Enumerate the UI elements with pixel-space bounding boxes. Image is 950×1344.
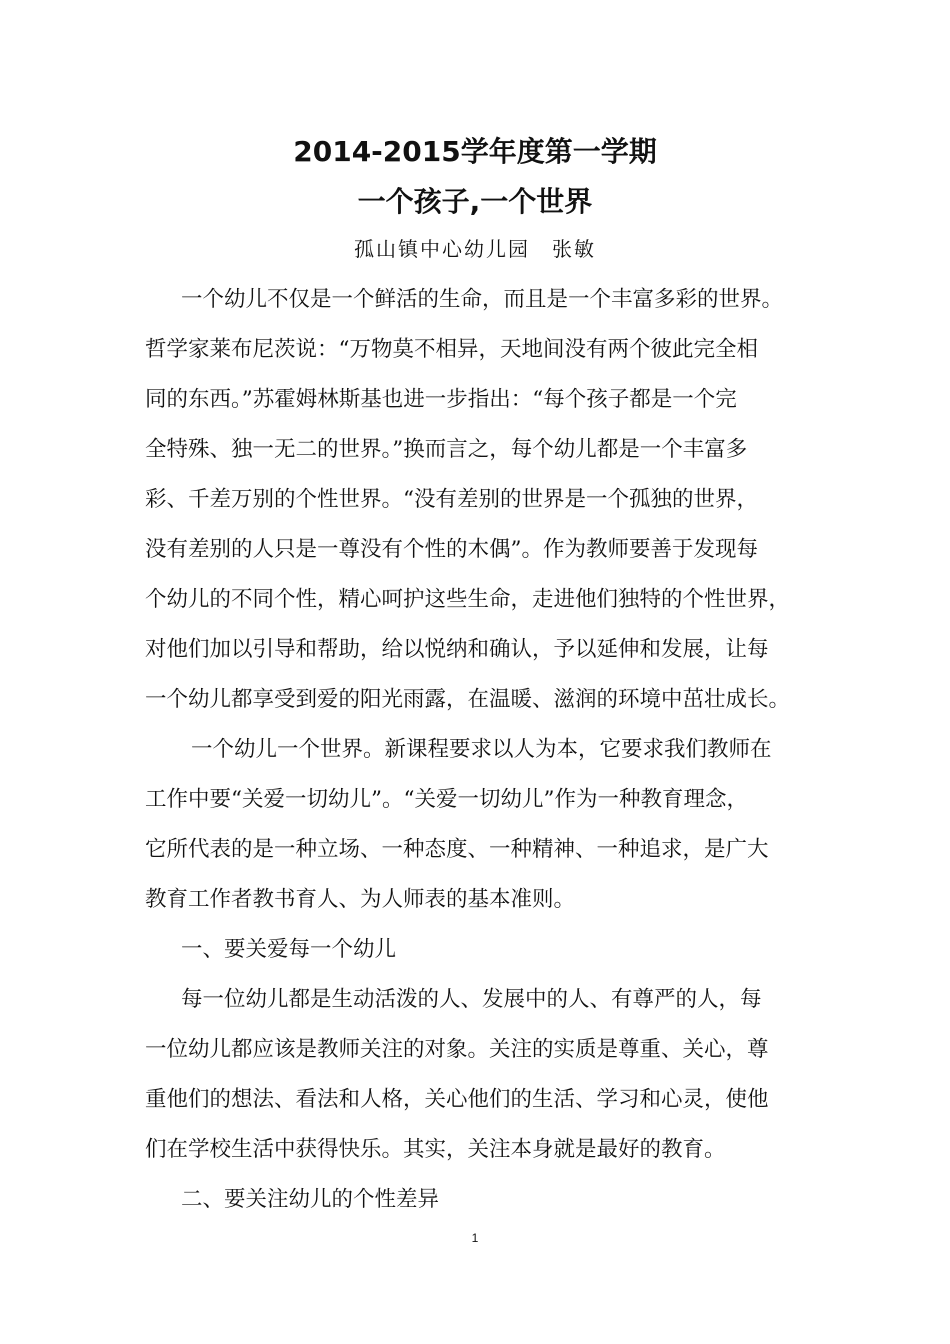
document-title: 一个孩子,一个世界	[357, 185, 593, 218]
paragraph-line: 哲学家莱布尼茨说：“万物莫不相异，天地间没有两个彼此完全相	[145, 337, 758, 362]
paragraph-line: 一个幼儿都享受到爱的阳光雨露，在温暖、滋润的环境中茁壮成长。	[145, 687, 791, 712]
paragraph-line: 同的东西。”苏霍姆林斯基也进一步指出：“每个孩子都是一个完	[145, 387, 737, 412]
paragraph-line: 一个幼儿一个世界。新课程要求以人为本，它要求我们教师在	[191, 737, 772, 762]
paragraph-line: 彩、千差万别的个性世界。“没有差别的世界是一个孤独的世界，	[145, 487, 758, 512]
paragraph-line: 们在学校生活中获得快乐。其实，关注本身就是最好的教育。	[145, 1137, 726, 1162]
paragraph-line: 一位幼儿都应该是教师关注的对象。关注的实质是尊重、关心，尊	[145, 1037, 769, 1062]
paragraph-line: 一个幼儿不仅是一个鲜活的生命，而且是一个丰富多彩的世界。	[181, 287, 784, 312]
paragraph-line: 教育工作者教书育人、为人师表的基本准则。	[145, 887, 576, 912]
paragraph-line: 每一位幼儿都是生动活泼的人、发展中的人、有尊严的人，每	[181, 987, 762, 1012]
paragraph-line: 没有差别的人只是一尊没有个性的木偶”。作为教师要善于发现每	[145, 537, 758, 562]
page-number: 1	[471, 1231, 479, 1245]
paragraph-line: 它所代表的是一种立场、一种态度、一种精神、一种追求，是广大	[145, 837, 769, 862]
document-title-term: 2014-2015学年度第一学期	[293, 135, 657, 168]
paragraph-line: 重他们的想法、看法和人格，关心他们的生活、学习和心灵，使他	[145, 1087, 769, 1112]
author-line: 孤山镇中心幼儿园 张敏	[354, 237, 596, 261]
section-heading: 二、要关注幼儿的个性差异	[181, 1187, 440, 1212]
section-heading: 一、要关爱每一个幼儿	[181, 937, 397, 962]
paragraph-line: 对他们加以引导和帮助，给以悦纳和确认，予以延伸和发展，让每	[145, 637, 769, 662]
paragraph-line: 全特殊、独一无二的世界。”换而言之，每个幼儿都是一个丰富多	[145, 437, 748, 462]
paragraph-line: 工作中要“关爱一切幼儿”。“关爱一切幼儿”作为一种教育理念，	[145, 787, 748, 812]
paragraph-line: 个幼儿的不同个性，精心呵护这些生命，走进他们独特的个性世界，	[145, 587, 791, 612]
